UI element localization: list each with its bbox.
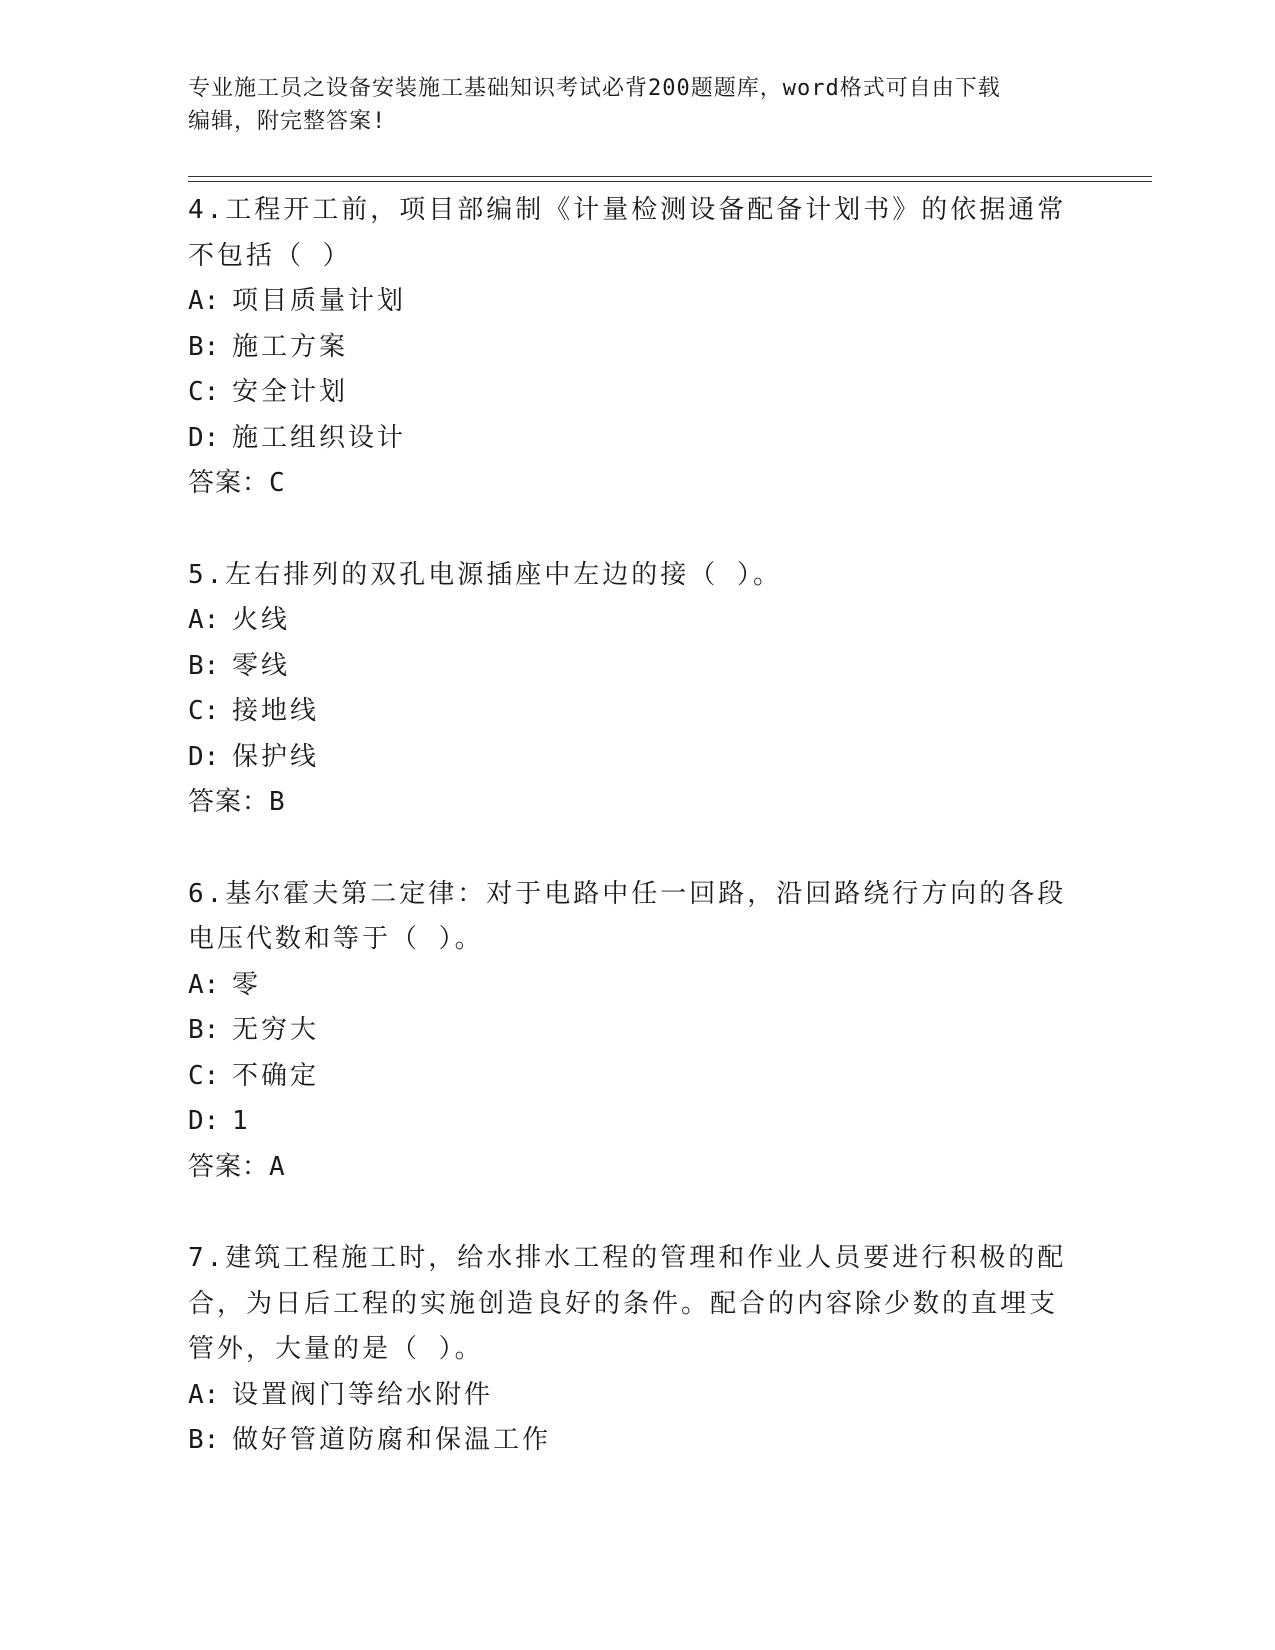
option-d xyxy=(188,1099,1068,1145)
option-letter: A: xyxy=(188,286,220,316)
question-stem-line: 不包括（ ） xyxy=(188,240,352,271)
answer-line xyxy=(188,461,1068,507)
header-divider-bottom xyxy=(188,181,1152,182)
question-stem-line: 7.建筑工程施工时，给水排水工程的管理和作业人员要进行积极的配 xyxy=(188,1243,1067,1273)
option-letter: B: xyxy=(188,331,220,362)
answer-line xyxy=(188,1145,1068,1191)
option-letter: D: xyxy=(188,1106,220,1136)
option-letter: A: xyxy=(188,1379,220,1410)
option-letter: D: xyxy=(188,741,220,772)
option-c xyxy=(188,370,1068,416)
option-text: 零线 xyxy=(232,650,291,681)
option-text: 1 xyxy=(232,1106,251,1136)
answer-line xyxy=(188,780,1068,826)
question-stem-line: 6.基尔霍夫第二定律：对于电路中任一回路，沿回路绕行方向的各段 xyxy=(188,878,1067,909)
option-d xyxy=(188,416,1068,462)
question-stem-line: 合，为日后工程的实施创造良好的条件。配合的内容除少数的直埋支 xyxy=(188,1288,1059,1319)
option-text: 火线 xyxy=(232,605,291,635)
option-letter: D: xyxy=(188,422,220,453)
option-letter: B: xyxy=(188,650,220,681)
option-text: 施工方案 xyxy=(232,331,349,362)
option-b xyxy=(188,325,1068,371)
option-a xyxy=(188,598,1068,644)
question-stem-line: 电压代数和等于（ ）。 xyxy=(188,924,484,954)
option-letter: C: xyxy=(188,377,220,407)
option-text: 不确定 xyxy=(232,1060,320,1091)
answer-value: C xyxy=(269,468,286,498)
option-b xyxy=(188,1418,1068,1464)
answer-value: A xyxy=(269,1151,286,1182)
header-line-2: 编辑，附完整答案! xyxy=(188,109,387,134)
question-stem-line: 5.左右排列的双孔电源插座中左边的接（ ）。 xyxy=(188,559,782,590)
answer-value: B xyxy=(269,787,286,817)
option-text: 无穷大 xyxy=(232,1015,320,1045)
option-a xyxy=(188,279,1068,325)
question-stem-line: 管外，大量的是（ ）。 xyxy=(188,1334,484,1364)
header-divider-top xyxy=(188,176,1152,177)
question-4 xyxy=(188,188,1068,507)
option-a xyxy=(188,1373,1068,1419)
option-letter: C: xyxy=(188,696,220,726)
question-6 xyxy=(188,872,1068,1191)
option-b xyxy=(188,644,1068,690)
answer-label: 答案： xyxy=(188,468,270,498)
option-letter: B: xyxy=(188,1015,220,1045)
option-text: 零 xyxy=(232,969,262,1000)
question-list xyxy=(188,188,1068,1510)
header-line-1: 专业施工员之设备安装施工基础知识考试必背200题题库，word格式可自由下载 xyxy=(188,76,1001,101)
option-text: 保护线 xyxy=(232,741,320,772)
option-text: 做好管道防腐和保温工作 xyxy=(232,1425,552,1455)
question-7 xyxy=(188,1236,1068,1464)
option-c xyxy=(188,689,1068,735)
answer-label: 答案： xyxy=(188,787,270,817)
option-letter: A: xyxy=(188,605,220,635)
document-header xyxy=(188,72,1068,138)
option-text: 项目质量计划 xyxy=(232,286,407,316)
option-text: 施工组织设计 xyxy=(232,422,407,453)
option-letter: A: xyxy=(188,969,220,1000)
option-a xyxy=(188,963,1068,1009)
question-stem-line: 4.工程开工前，项目部编制《计量检测设备配备计划书》的依据通常 xyxy=(188,195,1067,225)
question-5 xyxy=(188,553,1068,826)
option-letter: B: xyxy=(188,1425,220,1455)
option-d xyxy=(188,735,1068,781)
option-text: 接地线 xyxy=(232,696,320,726)
answer-label: 答案： xyxy=(188,1151,270,1182)
option-text: 设置阀门等给水附件 xyxy=(232,1379,494,1410)
option-b xyxy=(188,1008,1068,1054)
option-text: 安全计划 xyxy=(232,377,349,407)
option-letter: C: xyxy=(188,1060,220,1091)
option-c xyxy=(188,1054,1068,1100)
